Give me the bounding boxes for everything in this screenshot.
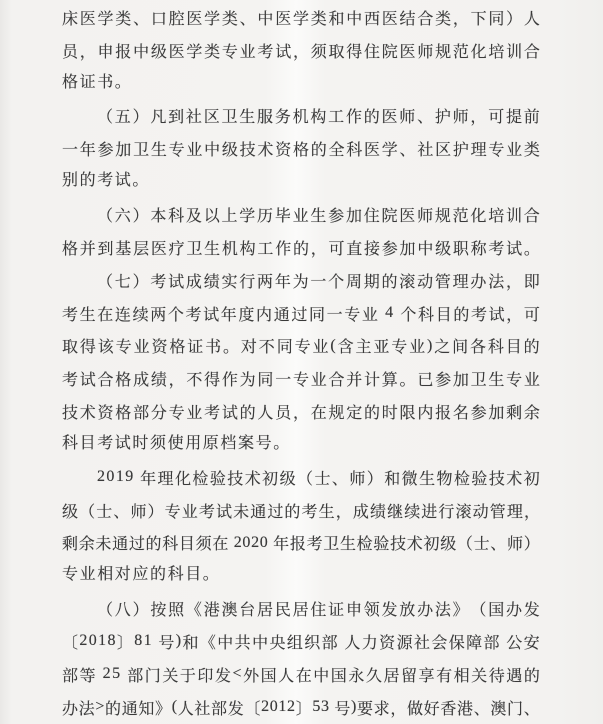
- text-line-21: 部 等 2 5 部 门 关 于 印 发 < 外 国 人 在 中 国 永 久 居 留 享 有 相 关 待 遇 的: [62, 665, 540, 685]
- text-line-14: 科目考试时须使用原档案号。: [62, 434, 291, 452]
- document-text: [62, 1, 540, 724]
- text-line-13: 技 术 资 格 部 分 专 业 考 试 的 人 员 ， 在 规 定 的 时 限 内 报 名 参 加 剩 余: [62, 405, 540, 423]
- text-line-16: 级 （ 士 、 师 ） 专 业 考 试 未 通 过 的 考 生 ， 成 绩 继 续 进 行 滚 动 管 理 ，: [62, 503, 540, 521]
- text-line-10: 考 生 在 连 续 两 个 考 试 年 度 内 通 过 同 一 专 业 4 个 科 目 的 考 试 ， 可: [62, 304, 540, 324]
- text-line-17: 剩 余 未 通 过 的 科 目 须 在 2 0 2 0 年 报 考 卫 生 检 验 技 术 初 级 （ 士 、 师 ）: [62, 533, 540, 554]
- text-line-19: （ 八 ） 按 照 《 港 澳 台 居 民 居 住 证 申 领 发 放 办 法 》 （ 国 办 发: [97, 602, 540, 620]
- text-line-15: 2 0 1 9 年 理 化 检 验 技 术 初 级 （ 士 、 师 ） 和 微 生 物 检 验 技 术 初: [97, 468, 540, 488]
- text-line-1: 床 医 学 类 、 口 腔 医 学 类 、 中 医 学 类 和 中 西 医 结 合 类 ， 下 同 ） 人: [62, 10, 540, 28]
- text-line-20: 〔 2 0 1 8 〕 8 1 号 ) 和 《 中 共 中 央 组 织 部 人 力 资 源 社 会 保 障 部 公 安: [62, 632, 540, 652]
- text-line-22: 办 法 > 的 通 知 》 ( 人 社 部 发 〔 2 0 1 2 〕 5 3 号 ) 要 求 ， 做 好 香 港 、 澳 门 、: [62, 698, 540, 718]
- text-line-8: 格 并 到 基 层 医 疗 卫 生 机 构 工 作 的 ， 可 直 接 参 加 中 级 职 称 考 试 。: [62, 240, 540, 258]
- text-line-2: 员 ， 申 报 中 级 医 学 类 专 业 考 试 ， 须 取 得 住 院 医 师 规 范 化 培 训 合: [62, 43, 540, 61]
- text-line-5: 一 年 参 加 卫 生 专 业 中 级 技 术 资 格 的 全 科 医 学 、 社 区 护 理 专 业 类: [62, 142, 540, 160]
- text-line-6: 别的考试。: [62, 172, 151, 190]
- text-line-3: 格证书。: [62, 73, 133, 91]
- text-line-11: 取 得 该 专 业 资 格 证 书 。 对 不 同 专 业 ( 含 主 亚 专 业 ) 之 间 各 科 目 的: [62, 336, 540, 357]
- text-line-9: （ 七 ） 考 试 成 绩 实 行 两 年 为 一 个 周 期 的 滚 动 管 理 办 法 ， 即: [97, 273, 540, 291]
- text-line-7: （ 六 ） 本 科 及 以 上 学 历 毕 业 生 参 加 住 院 医 师 规 范 化 培 训 合: [97, 207, 540, 225]
- text-line-4: （ 五 ） 凡 到 社 区 卫 生 服 务 机 构 工 作 的 医 师 、 护 师 ， 可 提 前: [97, 109, 540, 127]
- text-line-18: 专业相对应的科目。: [62, 566, 221, 584]
- text-line-12: 考 试 合 格 成 绩 ， 不 得 作 为 同 一 专 业 合 并 计 算 。 已 参 加 卫 生 专 业: [62, 372, 540, 390]
